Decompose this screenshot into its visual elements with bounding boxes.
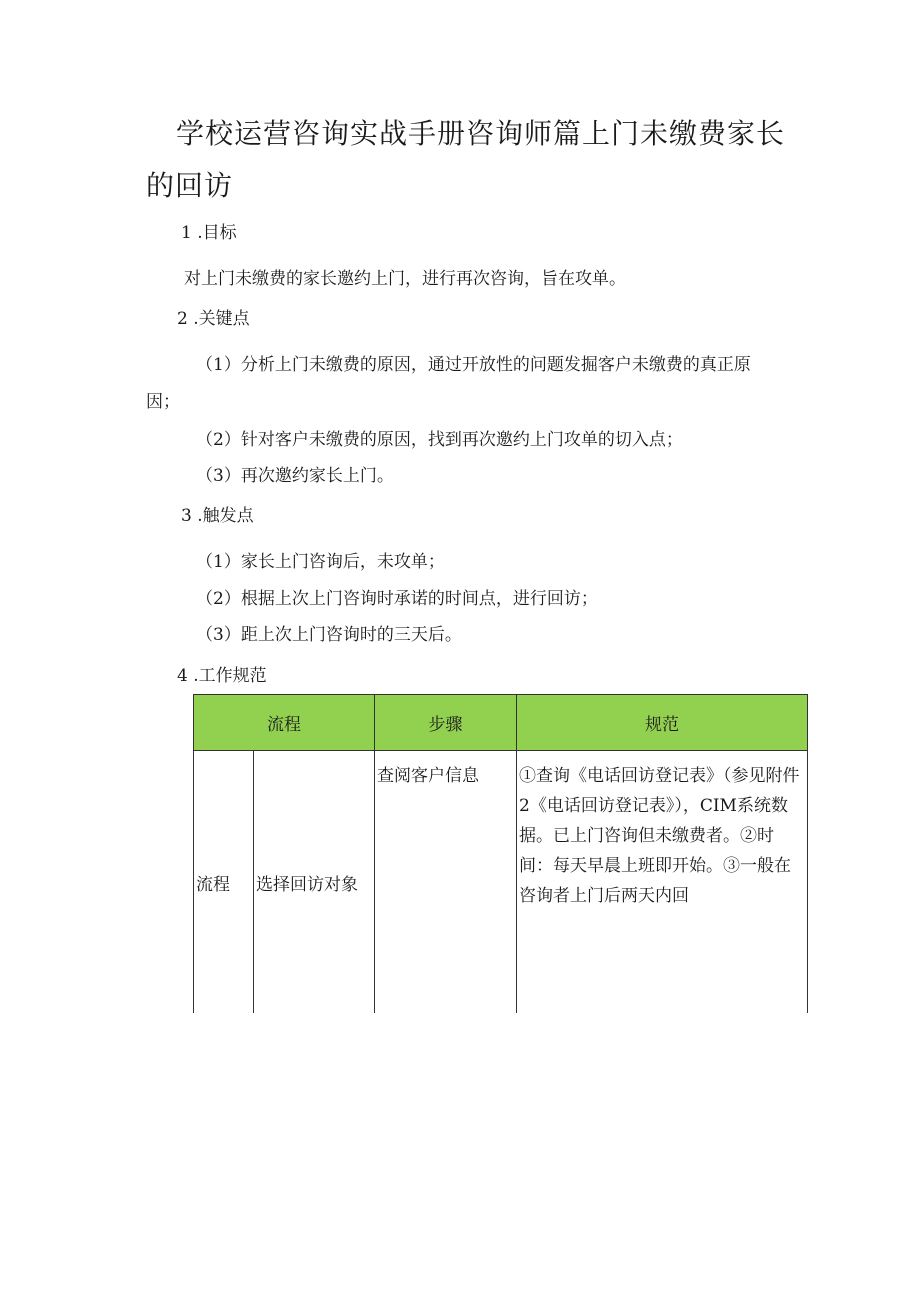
cell-process: 流程	[194, 751, 254, 1014]
cell-spec-wrap	[517, 751, 808, 1014]
section2-item1-line2: 因；	[146, 392, 180, 412]
cell-step: 查阅客户信息	[375, 751, 517, 1014]
section3-item2: （2）根据上次上门咨询时承诺的时间点，进行回访；	[196, 589, 598, 609]
cell-spec: ①查询《电话回访登记表》（参见附件2《电话回访登记表》），CIM系统数据。已上门咨询但未缴费者。②时间：每天早晨上班即开始。③一般在咨询者上门后两天内回	[519, 766, 800, 906]
section2-item1-line1: （1）分析上门未缴费的原因，通过开放性的问题发掘客户未缴费的真正原	[196, 355, 751, 375]
header-step: 步骤	[375, 695, 517, 751]
table-row	[194, 751, 808, 1014]
section3-item1: （1）家长上门咨询后，未攻单；	[196, 552, 445, 572]
work-spec-table	[193, 694, 808, 1013]
section4-heading: 4 .工作规范	[177, 666, 267, 686]
doc-title-line1: 学校运营咨询实战手册咨询师篇上门未缴费家长	[176, 117, 786, 150]
section2-item3: （3）再次邀约家长上门。	[196, 466, 394, 486]
section1-heading: 1 .目标	[181, 223, 237, 243]
doc-title-line2: 的回访	[146, 169, 234, 202]
section1-body: 对上门未缴费的家长邀约上门，进行再次咨询，旨在攻单。	[184, 269, 626, 289]
section2-heading: 2 .关键点	[177, 309, 250, 329]
section2-item2: （2）针对客户未缴费的原因，找到再次邀约上门攻单的切入点；	[196, 430, 683, 450]
section3-item3: （3）距上次上门咨询时的三天后。	[196, 625, 462, 645]
header-spec: 规范	[517, 695, 808, 751]
table-header-row	[194, 695, 808, 751]
cell-sub-process: 选择回访对象	[254, 751, 375, 1014]
section3-heading: 3 .触发点	[181, 506, 254, 526]
header-process: 流程	[194, 695, 375, 751]
